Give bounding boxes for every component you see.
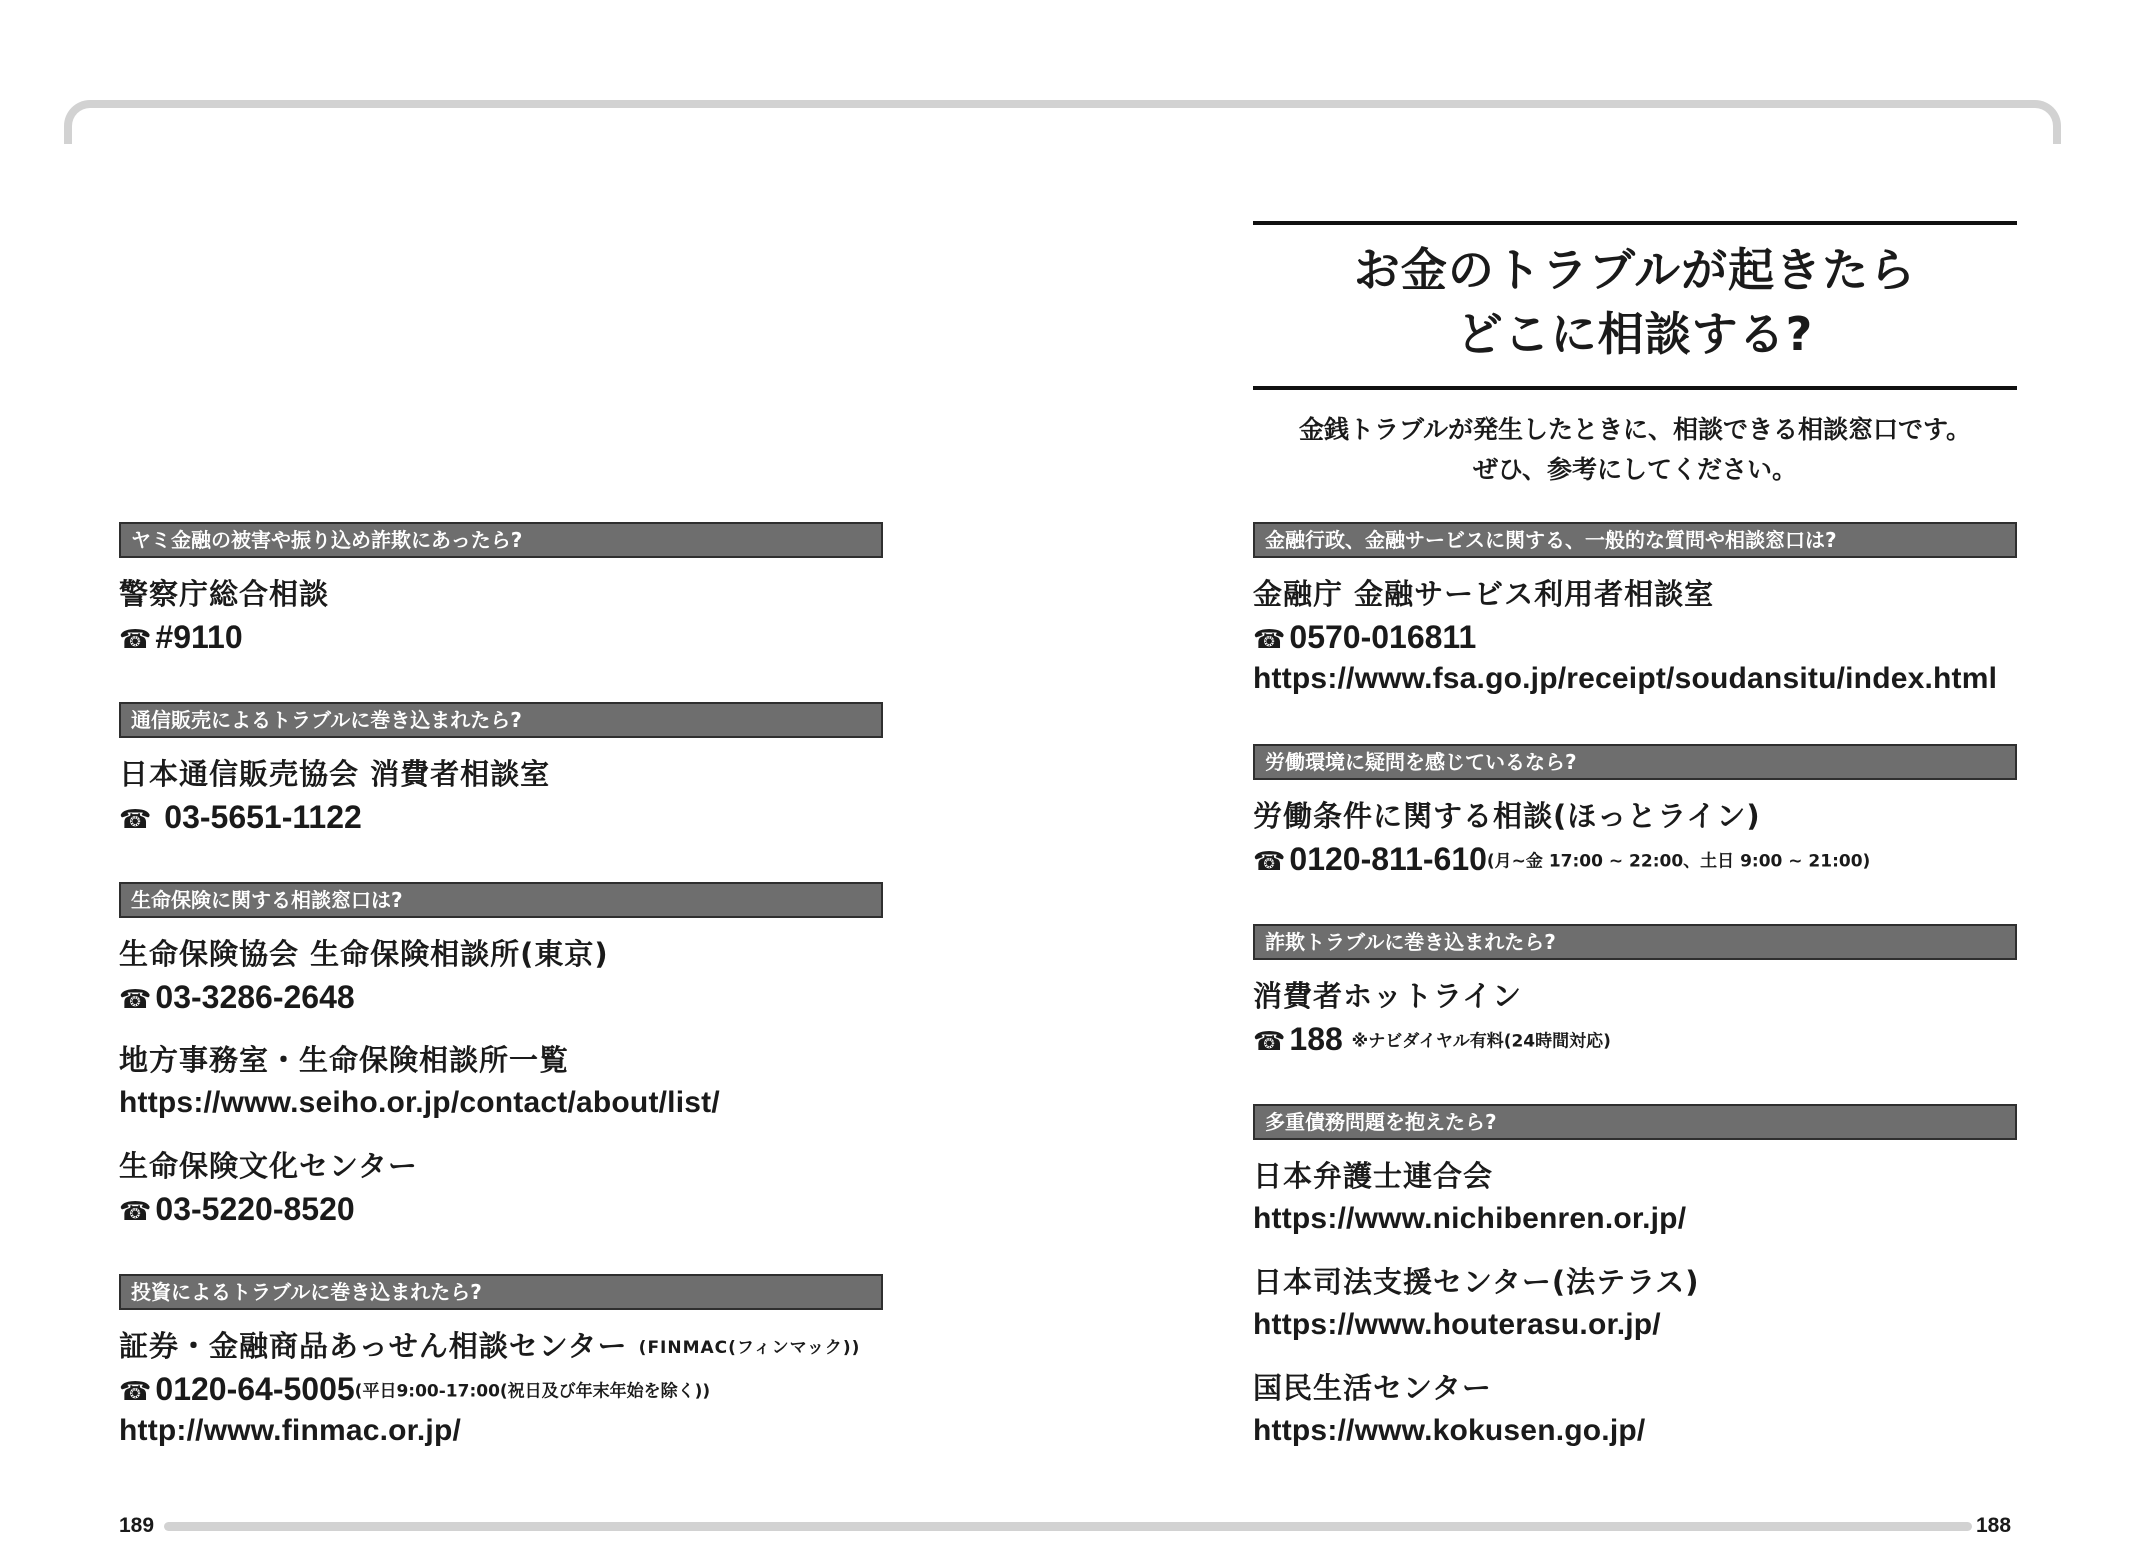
contact-phone-jili: ☎ 03-5220-8520 <box>119 1191 355 1227</box>
phone-icon: ☎ <box>1253 625 1286 655</box>
contact-phone-fsa: ☎ 0570-016811 <box>1253 619 1477 655</box>
contact-phone-jadma: ☎ 03-5651-1122 <box>119 799 362 835</box>
contact-name-police: 警察庁総合相談 <box>119 577 330 611</box>
section-heading-investment: 投資によるトラブルに巻き込まれたら? <box>119 1274 883 1310</box>
phone-icon: ☎ <box>1253 847 1286 877</box>
phone-icon: ☎ <box>119 805 152 835</box>
contact-name-consumer-hotline: 消費者ホットライン <box>1253 979 1523 1013</box>
contact-name-kokusen: 国民生活センター <box>1253 1371 1492 1405</box>
section-heading-mail-order: 通信販売によるトラブルに巻き込まれたら? <box>119 702 883 738</box>
phone-icon: ☎ <box>119 1377 152 1407</box>
phone-icon: ☎ <box>1253 1027 1286 1057</box>
contact-url-finmac[interactable]: http://www.finmac.or.jp/ <box>119 1414 462 1447</box>
section-heading-labor: 労働環境に疑問を感じているなら? <box>1253 744 2017 780</box>
contact-name-houterasu: 日本司法支援センター(法テラス) <box>1253 1265 1700 1299</box>
phone-icon: ☎ <box>119 985 152 1015</box>
contact-name-seiho-list: 地方事務室・生命保険相談所一覧 <box>119 1043 570 1077</box>
title-rule-top <box>1253 221 2017 225</box>
contact-url-kokusen[interactable]: https://www.kokusen.go.jp/ <box>1253 1414 1646 1447</box>
contact-url-seiho-list[interactable]: https://www.seiho.or.jp/contact/about/list/ <box>119 1086 720 1119</box>
section-heading-fsa: 金融行政、金融サービスに関する、一般的な質問や相談窓口は? <box>1253 522 2017 558</box>
contact-name-seiho: 生命保険協会 生命保険相談所(東京) <box>119 937 609 971</box>
page-number-right: 188 <box>1976 1514 2012 1537</box>
page-number-left: 189 <box>119 1514 155 1537</box>
contact-url-houterasu[interactable]: https://www.houterasu.or.jp/ <box>1253 1308 1661 1341</box>
contact-name-nichibenren: 日本弁護士連合会 <box>1253 1159 1494 1193</box>
contact-phone-seiho: ☎ 03-3286-2648 <box>119 979 355 1015</box>
contact-url-nichibenren[interactable]: https://www.nichibenren.or.jp/ <box>1253 1202 1687 1235</box>
page-title: お金のトラブルが起きたら どこに相談する? <box>1353 243 1917 361</box>
title-rule-bottom <box>1253 386 2017 390</box>
intro-text: 金銭トラブルが発生したときに、相談できる相談窓口です。 ぜひ、参考にしてください。 <box>1298 415 1971 484</box>
section-heading-multiple-debt: 多重債務問題を抱えたら? <box>1253 1104 2017 1140</box>
top-frame-line <box>64 100 2061 144</box>
contact-name-jadma: 日本通信販売協会 消費者相談室 <box>119 757 551 791</box>
contact-name-finmac: 証券・金融商品あっせん相談センター (FINMAC(フィンマック)) <box>119 1329 861 1363</box>
phone-icon: ☎ <box>119 1197 152 1227</box>
contact-phone-finmac: ☎ 0120-64-5005(平日9:00-17:00(祝日及び年末年始を除く)) <box>119 1371 711 1407</box>
footer-bar <box>164 1522 1972 1531</box>
contact-name-labor: 労働条件に関する相談(ほっとライン) <box>1253 799 1761 833</box>
contact-phone-police: ☎ #9110 <box>119 619 243 655</box>
phone-icon: ☎ <box>119 625 152 655</box>
section-heading-yami-kinyu: ヤミ金融の被害や振り込め詐欺にあったら? <box>119 522 883 558</box>
contact-name-fsa: 金融庁 金融サービス利用者相談室 <box>1253 577 1715 611</box>
contact-name-jili: 生命保険文化センター <box>119 1149 418 1183</box>
contact-url-fsa[interactable]: https://www.fsa.go.jp/receipt/soudansitu/index.html <box>1253 662 1998 695</box>
section-heading-life-insurance: 生命保険に関する相談窓口は? <box>119 882 883 918</box>
contact-phone-consumer-hotline: ☎ 188 ※ナビダイヤル有料(24時間対応) <box>1253 1021 1611 1057</box>
contact-phone-labor: ☎ 0120-811-610(月~金 17:00 ~ 22:00、土日 9:00 ~ 21:00) <box>1253 841 1871 877</box>
section-heading-fraud: 詐欺トラブルに巻き込まれたら? <box>1253 924 2017 960</box>
